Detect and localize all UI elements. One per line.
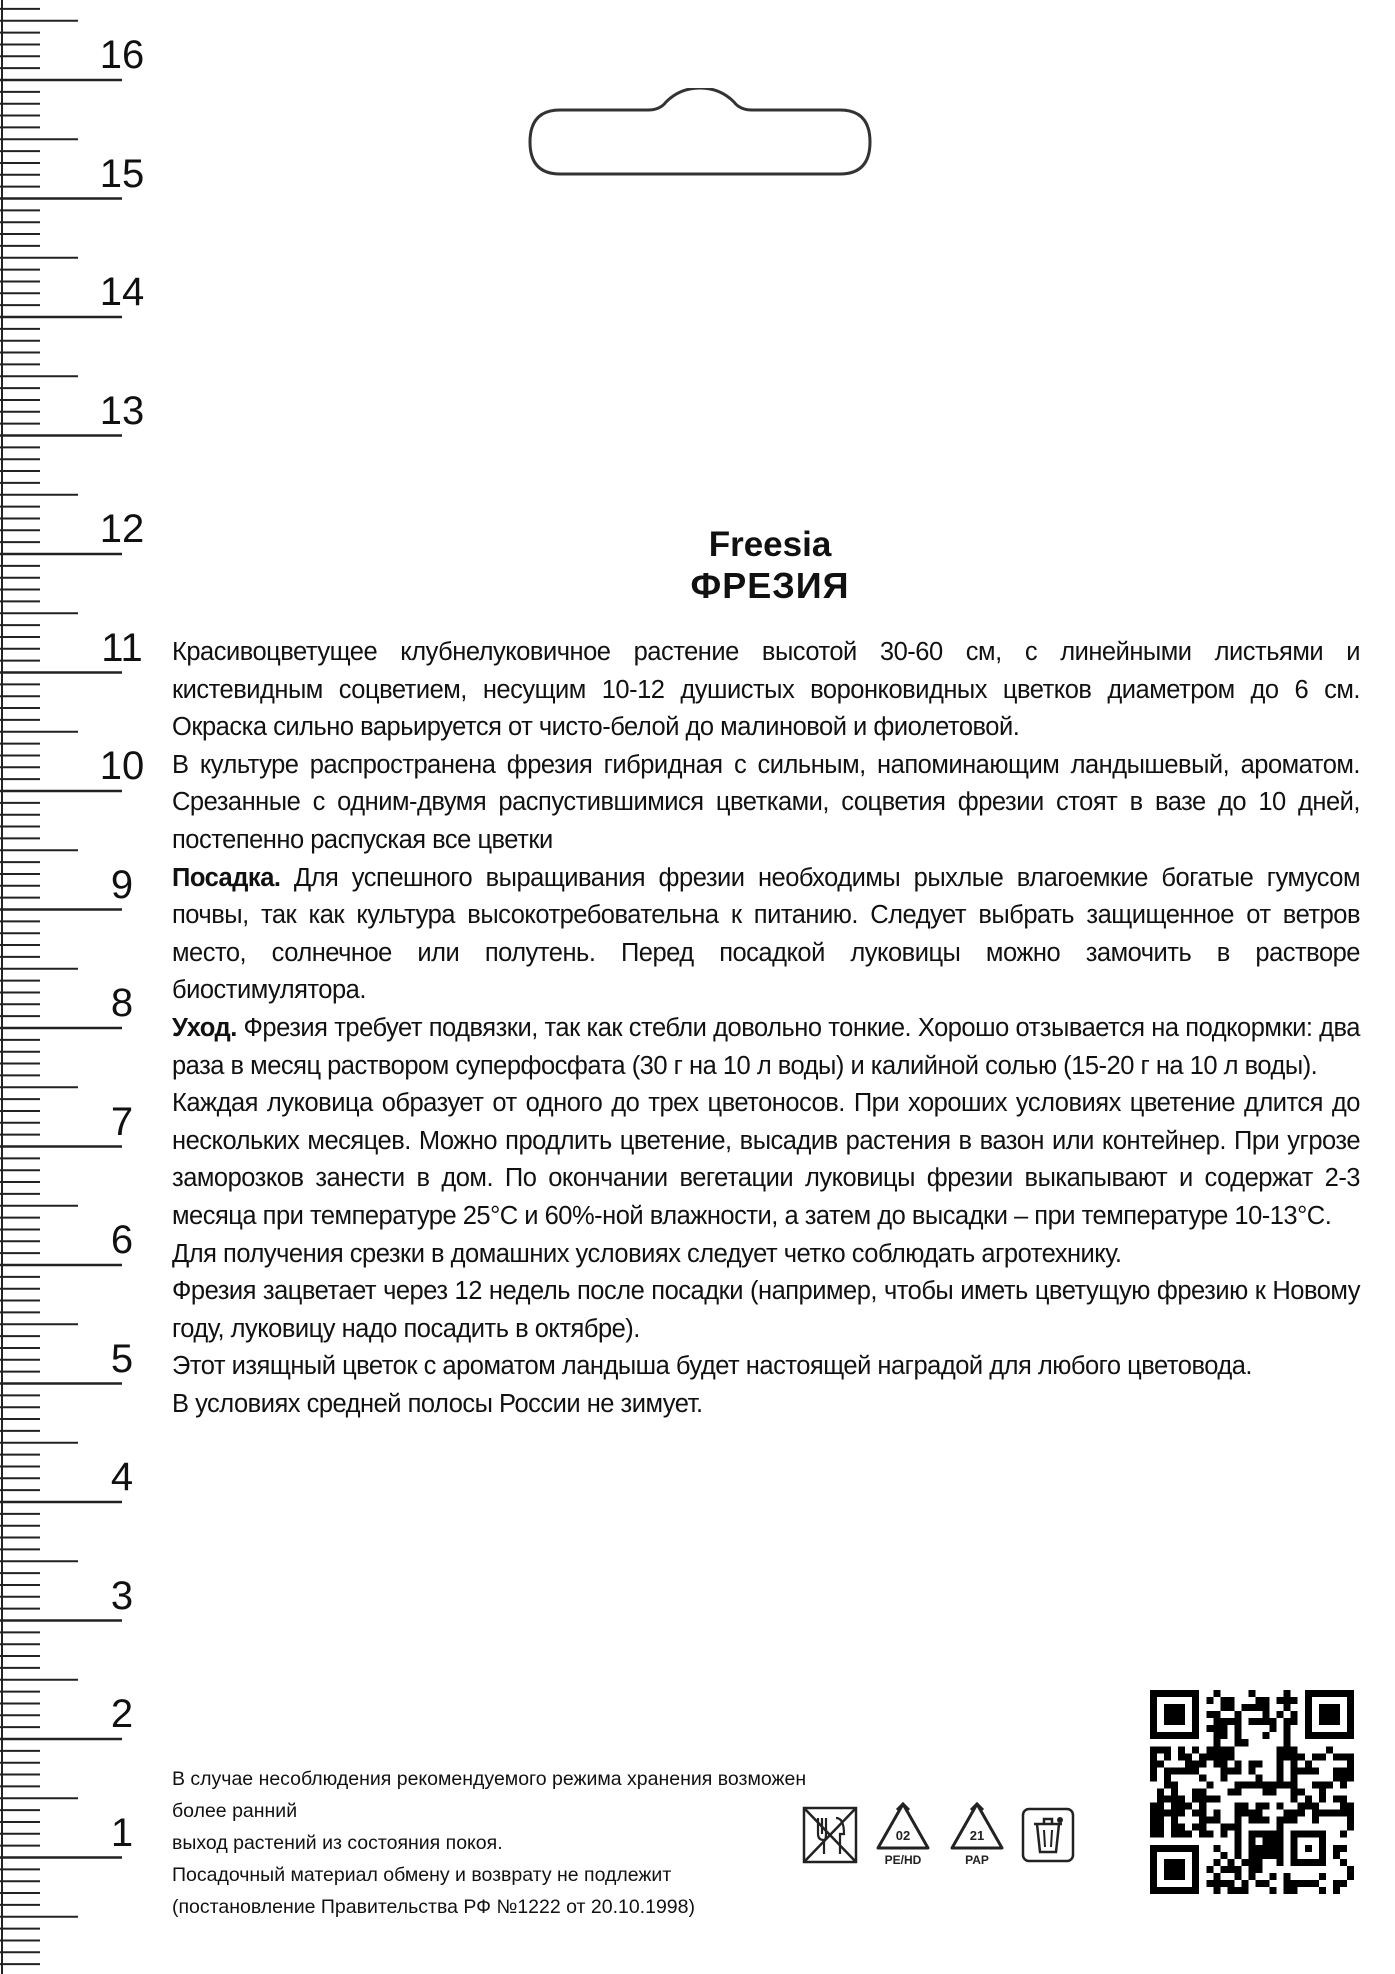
trash-bin-icon [1020,1806,1076,1864]
recycle-pe-hd-icon [872,1800,934,1870]
ruler-number: 15 [99,151,145,196]
ruler-number: 5 [110,1336,134,1381]
paragraph: Для получения срезки в домашних условиях следует четко соблюдать агротехнику. [172,1239,1122,1268]
ruler-number: 4 [110,1455,134,1499]
paragraph: Фрезия зацветает через 12 недель после посадки (например, чтобы иметь цветущую фрезию к Новому году, луковицу надо посадить в октябре). [172,1277,1360,1343]
description-text [172,634,1360,1423]
ruler-number: 8 [110,981,134,1025]
packaging-icons [800,1795,1076,1875]
recycle-pap-icon [946,1800,1008,1870]
footer-line: выход растений из состояния покоя. [172,1832,503,1854]
ruler-number: 7 [110,1099,134,1144]
pe-label: PE/HD [884,1853,922,1867]
care-label: Уход. [172,1013,237,1042]
footer-line: В случае несоблюдения рекомендуемого режима хранения возможен более ранний [172,1768,807,1822]
paragraph: Красивоцветущее клубнелуковичное растение высотой 30-60 см, с линейными листьями и кистевидным соцветием, несущим 10-12 душистых воронковидных цветков диаметром до 6 см. Окраска сильно варьируется от чисто-белой до малиновой и фиолетовой. [172,638,1360,742]
qr-code-icon [1150,1690,1354,1894]
ruler-number: 11 [101,625,143,670]
paragraph: В условиях средней полосы России не зимует. [172,1389,703,1418]
planting-paragraph [172,860,1360,1010]
pap-code: 21 [969,1828,985,1843]
ruler-number: 1 [110,1810,134,1855]
title-block [170,525,1370,607]
planting-label: Посадка. [172,863,281,892]
not-for-food-icon [800,1804,860,1866]
paragraph: Этот изящный цветок с ароматом ландыша будет настоящей наградой для любого цветовода. [172,1352,1252,1381]
footer-note [172,1763,852,1923]
care-text: Фрезия требует подвязки, так как стебли довольно тонкие. Хорошо отзывается на подкормки: два раза в месяц раствором суперфосфата (30 г на 10 л воды) и калийной солью (15-20 г на 10 л воды). [172,1013,1360,1080]
footer-line: Посадочный материал обмену и возврату не подлежит [172,1864,672,1886]
pap-label: PAP [965,1853,989,1867]
paragraph: Каждая луковица образует от одного до трех цветоносов. При хороших условиях цветение длится до нескольких месяцев. Можно продлить цветение, высадив растения в вазон или контейнер. При угрозе заморозков занести в дом. По окончании вегетации луковицы фрезии выкапывают и содержат 2-3 месяца при температуре 25°С и 60%-ной влажности, а затем до высадки – при температуре 10-13°С. [172,1089,1360,1230]
title-russian: ФРЕЗИЯ [690,565,850,606]
ruler-number: 9 [110,862,134,907]
paragraph: В культуре распространена фрезия гибридная с сильным, напоминающим ландышевый, ароматом. Срезанные с одним-двумя распустившимися цветками, соцветия фрезии стоят в вазе до 10 дней, постепенно распуская все цветки [172,750,1360,854]
title-latin: Freesia [708,525,832,564]
care-paragraph [172,1010,1360,1085]
ruler-number: 10 [99,744,145,788]
ruler-number: 12 [99,507,145,551]
ruler-number: 13 [99,388,145,433]
hang-hole-outline [520,88,880,188]
pe-code: 02 [895,1828,911,1843]
ruler-number: 6 [110,1218,134,1262]
ruler-number: 16 [99,33,145,77]
footer-line: (постановление Правительства РФ №1222 от 20.10.1998) [172,1896,695,1918]
planting-text: Для успешного выращивания фрезии необходимы рыхлые влагоемкие богатые гумусом почвы, так как культура высокотребовательна к питанию. Следует выбрать защищенное от ветров место, солнечное или полутень. Перед посадкой луковицы можно замочить в растворе биостимулятора. [172,863,1360,1005]
ruler-number: 14 [99,270,145,314]
ruler-number: 2 [110,1692,134,1736]
ruler-number: 3 [110,1573,134,1618]
